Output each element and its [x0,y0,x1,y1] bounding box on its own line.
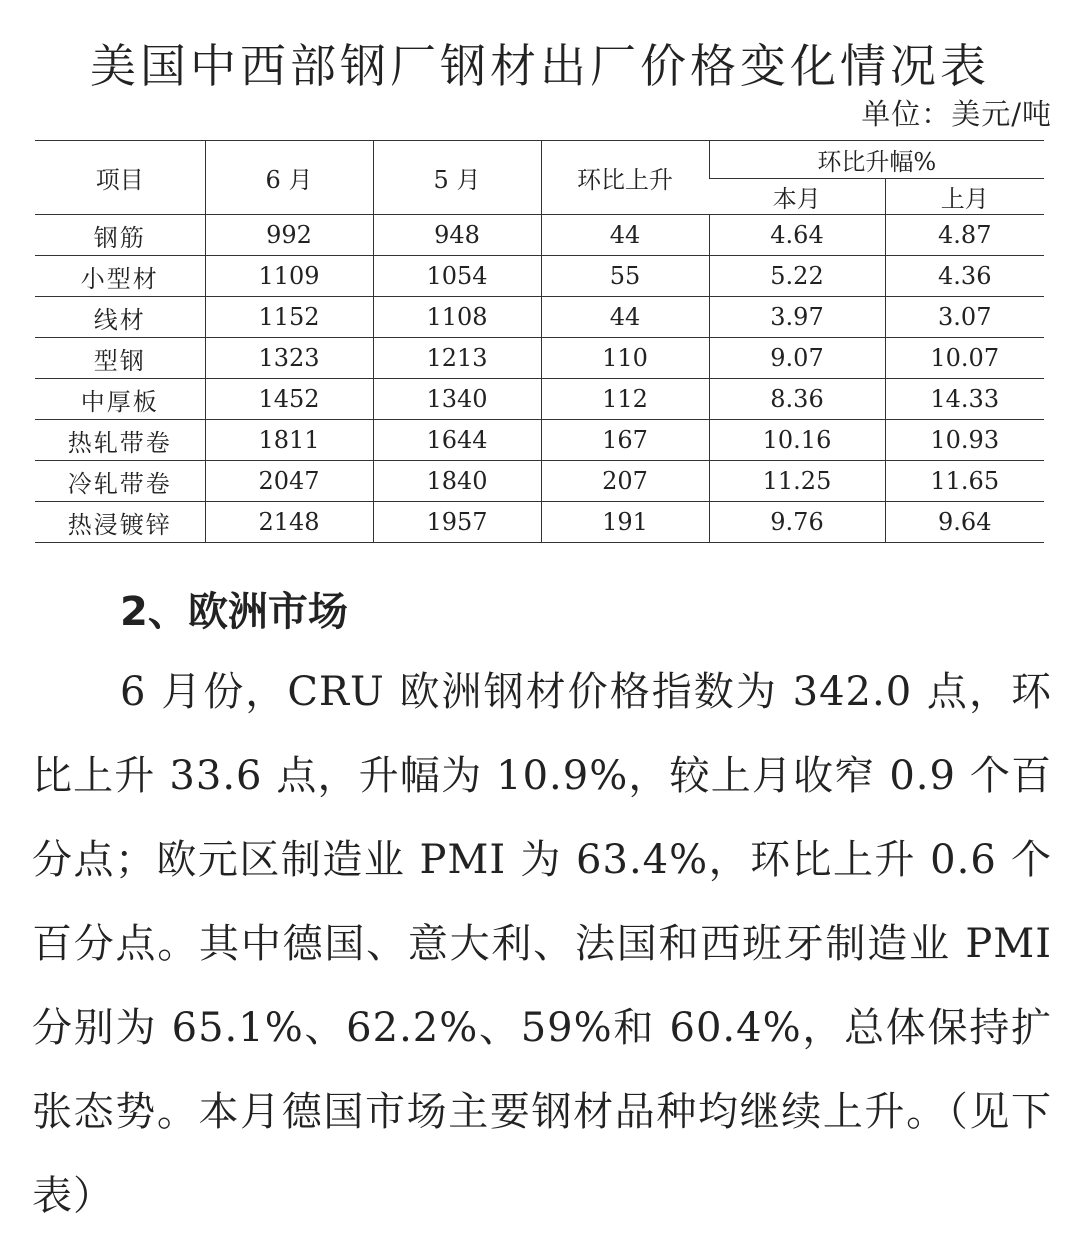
cell-item: 小型材 [35,256,205,297]
table-row [35,420,1044,461]
cell-june: 2148 [205,502,373,543]
cell-may: 1957 [373,502,541,543]
cell-rise: 44 [541,297,709,338]
cell-this-month: 9.07 [709,338,885,379]
header-mom-rise: 环比上升 [541,141,709,215]
cell-last-month: 4.36 [885,256,1044,297]
cell-june: 1323 [205,338,373,379]
header-may: 5 月 [373,141,541,215]
cell-last-month: 4.87 [885,215,1044,256]
table-row [35,215,1044,256]
cell-this-month: 10.16 [709,420,885,461]
cell-rise: 167 [541,420,709,461]
cell-last-month: 3.07 [885,297,1044,338]
header-june: 6 月 [205,141,373,215]
cell-rise: 112 [541,379,709,420]
cell-last-month: 11.65 [885,461,1044,502]
header-this-month: 本月 [709,179,885,215]
cell-may: 1108 [373,297,541,338]
table-row [35,256,1044,297]
cell-item: 型钢 [35,338,205,379]
cell-june: 992 [205,215,373,256]
cell-may: 1054 [373,256,541,297]
cell-this-month: 3.97 [709,297,885,338]
cell-item: 中厚板 [35,379,205,420]
cell-this-month: 5.22 [709,256,885,297]
cell-june: 1152 [205,297,373,338]
cell-may: 1340 [373,379,541,420]
cell-june: 1109 [205,256,373,297]
table-row [35,338,1044,379]
cell-rise: 191 [541,502,709,543]
cell-may: 1840 [373,461,541,502]
cell-item: 冷轧带卷 [35,461,205,502]
table-title: 美国中西部钢厂钢材出厂价格变化情况表 [90,39,990,93]
cell-item: 钢筋 [35,215,205,256]
unit-label: 单位：美元/吨 [861,97,1052,131]
cell-may: 1213 [373,338,541,379]
cell-last-month: 10.07 [885,338,1044,379]
cell-this-month: 9.76 [709,502,885,543]
cell-this-month: 11.25 [709,461,885,502]
price-table [35,140,1044,543]
section-heading: 2、欧洲市场 [120,589,348,635]
cell-rise: 207 [541,461,709,502]
cell-last-month: 10.93 [885,420,1044,461]
table-row [35,502,1044,543]
table-body [35,215,1044,543]
cell-item: 热浸镀锌 [35,502,205,543]
header-mom-pct: 环比升幅% [709,141,1044,179]
cell-rise: 55 [541,256,709,297]
cell-june: 1811 [205,420,373,461]
cell-this-month: 4.64 [709,215,885,256]
cell-rise: 110 [541,338,709,379]
cell-last-month: 14.33 [885,379,1044,420]
table-row [35,461,1044,502]
cell-june: 2047 [205,461,373,502]
table-row [35,297,1044,338]
cell-june: 1452 [205,379,373,420]
header-item: 项目 [35,141,205,215]
cell-item: 热轧带卷 [35,420,205,461]
cell-last-month: 9.64 [885,502,1044,543]
table-row [35,379,1044,420]
cell-this-month: 8.36 [709,379,885,420]
body-paragraph: 6 月份，CRU 欧洲钢材价格指数为 342.0 点，环比上升 33.6 点，升幅为 10.9%，较上月收窄 0.9 个百分点；欧元区制造业 PMI 为 63.4%，环比上升 0.6 个百分点。其中德国、意大利、法国和西班牙制造业 PMI 分别为 65.1%、62.2%、59%和 60.4%，总体保持扩张态势。本月德国市场主要钢材品种均继续上升。（见下表） [32,669,1052,1219]
cell-may: 1644 [373,420,541,461]
cell-item: 线材 [35,297,205,338]
cell-may: 948 [373,215,541,256]
header-last-month: 上月 [885,179,1044,215]
cell-rise: 44 [541,215,709,256]
